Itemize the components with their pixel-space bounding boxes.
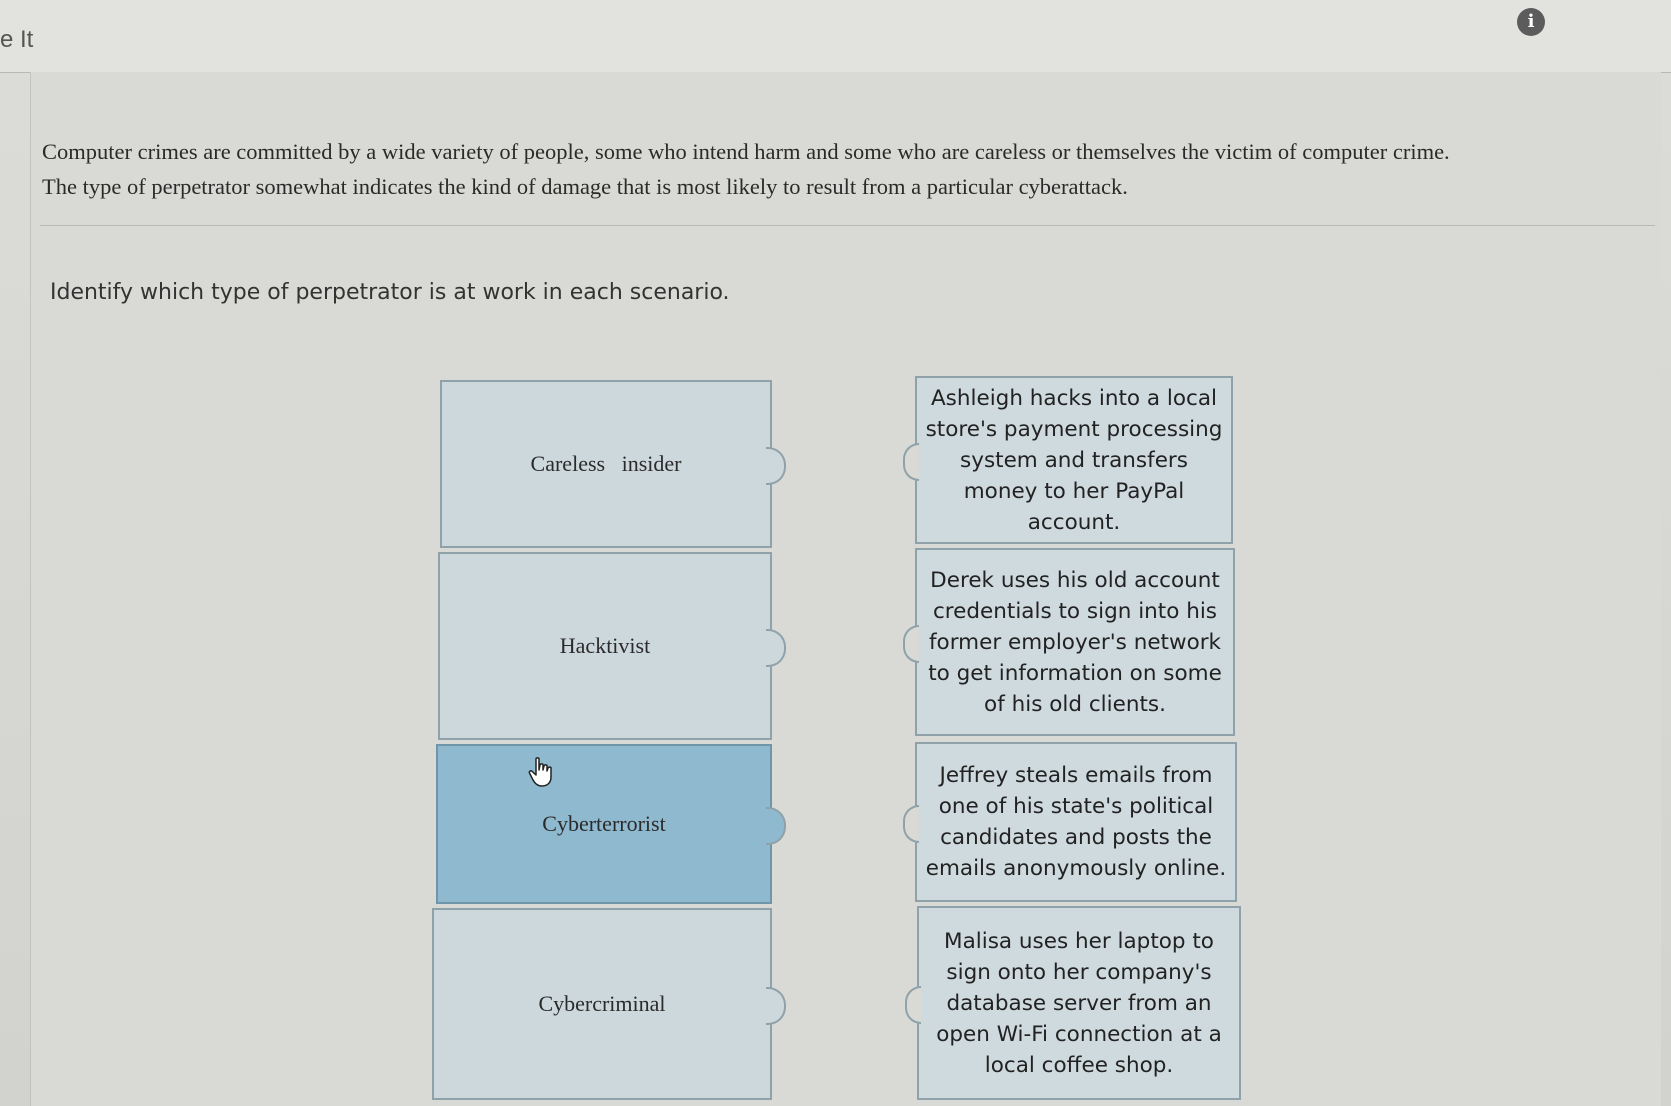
term-card-careless-insider[interactable] (440, 380, 772, 548)
info-icon[interactable]: i (1517, 8, 1545, 36)
scenario-card-ashleigh[interactable] (915, 376, 1233, 544)
scenario-text: Derek uses his old account credentials to sign into his former employer's network to get information on some of his old clients. (928, 567, 1222, 717)
question-panel (30, 72, 1661, 1106)
divider (40, 225, 1655, 226)
term-card-cyberterrorist[interactable] (436, 744, 772, 904)
scenario-text: Ashleigh hacks into a local store's payment processing system and transfers money to her PayPal account. (925, 385, 1223, 535)
term-label: Careless insider (530, 451, 682, 476)
scenario-card-jeffrey[interactable] (915, 742, 1237, 902)
scenario-text: Jeffrey steals emails from one of his state's political candidates and posts the emails anonymously online. (925, 763, 1227, 881)
term-label: Cyberterrorist (542, 811, 666, 836)
term-label: Cybercriminal (538, 991, 666, 1016)
intro-line-2: The type of perpetrator somewhat indicates the kind of damage that is most likely to result from a particular cyberattack. (42, 174, 1128, 199)
scenario-text: Malisa uses her laptop to sign onto her company's database server from an open Wi-Fi connection at a local coffee shop. (936, 928, 1222, 1078)
hand-pointer-icon (528, 757, 554, 787)
page-title-fragment: e It (0, 26, 34, 53)
intro-line-1: Computer crimes are committed by a wide variety of people, some who intend harm and some who are careless or themselves the victim of computer crime. (42, 139, 1450, 164)
intro-text (42, 134, 1642, 204)
scenario-card-malisa[interactable] (917, 906, 1241, 1100)
scenario-card-derek[interactable] (915, 548, 1235, 736)
term-card-cybercriminal[interactable] (432, 908, 772, 1100)
term-label: Hacktivist (559, 633, 651, 658)
top-bar (0, 0, 1671, 73)
term-card-hacktivist[interactable] (438, 552, 772, 740)
instruction-text: Identify which type of perpetrator is at work in each scenario. (50, 280, 730, 305)
